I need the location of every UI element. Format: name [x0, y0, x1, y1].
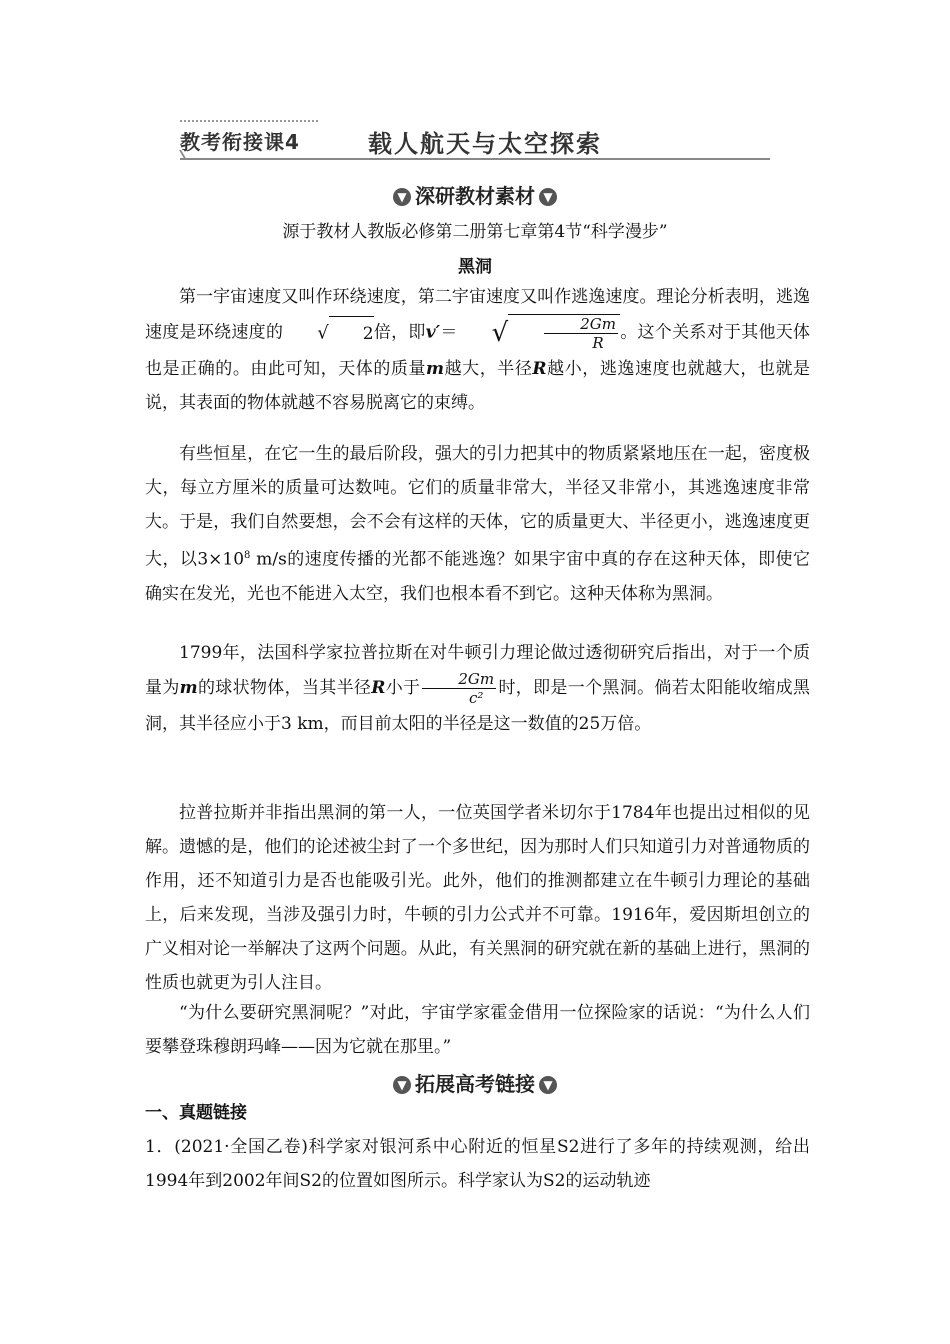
chevron-down-icon: ▼: [539, 188, 557, 206]
section-title-text: 深研教材素材: [415, 184, 535, 208]
source-line: 源于教材人教版必修第二册第七章第4节“科学漫步”: [282, 222, 668, 242]
section-title-textbook: [0, 180, 950, 209]
header-underline: [180, 158, 770, 160]
chevron-down-icon: ▼: [393, 188, 411, 206]
schwarzschild-radius-formula: $\frac{2Gm}{\text{c²}}$: [422, 670, 496, 707]
sqrt-2: √ 2: [283, 316, 373, 351]
section-title-text: 拓展高考链接: [415, 1072, 535, 1096]
article-subtitle: 黑洞: [458, 257, 492, 277]
header-tab-label: 教考衔接课4: [180, 130, 300, 154]
escape-velocity-formula: √ $\frac{2Gm}{R}$: [458, 314, 620, 352]
subsection-heading: 一、真题链接: [145, 1103, 247, 1123]
paragraph-4: 拉普拉斯并非指出黑洞的第一人，一位英国学者米切尔于1784年也提出过相似的见解。遗憾的是，他们的论述被尘封了一个多世纪，因为那时人们只知道引力对普通物质的作用，还不知道引力是否也能吸引光。此外，他们的推测都建立在牛顿引力理论的基础上，后来发现，当涉及强引力时，牛顿的引力公式并不可靠。1916年，爱因斯坦创立的广义相对论一举解决了这两个问题。从此，有关黑洞的研究就在新的基础上进行，黑洞的性质也就更为引人注目。: [145, 803, 810, 993]
paragraph-3: 1799年，法国科学家拉普拉斯在对牛顿引力理论做过透彻研究后指出，对于一个质量为m的球状物体，当其半径R小于 $\frac{2Gm}{\text{c²}}$ 时，即是一个黑洞。倘若太阳能收缩成黑洞，其半径应小于3 km，而目前太阳的半径是这一数值的25万倍。: [145, 643, 811, 734]
escape-velocity-symbol: v′: [425, 322, 441, 343]
chevron-down-icon: ▼: [539, 1076, 557, 1094]
header-dotted-line: [180, 120, 318, 122]
lesson-header: [180, 118, 770, 170]
section-title-exam: [0, 1068, 950, 1097]
paragraph-5: “为什么要研究黑洞呢？”对此，宇宙学家霍金借用一位探险家的话说：“为什么人们要攀登珠穆朗玛峰——因为它就在那里。”: [145, 1003, 810, 1057]
paragraph-1: 第一宇宙速度又叫作环绕速度，第二宇宙速度又叫作逃逸速度。理论分析表明，逃逸速度是环绕速度的 √ 2倍，即v′＝ √ $\frac{2Gm}{R}$ 。这个关系对于其他天体也是正确的。由此可知，天体的质量m越大，半径R越小，逃逸速度也就越大，也就是说，其表面的物体就越不容易脱离它的束缚。: [145, 287, 811, 413]
chevron-down-icon: ▼: [393, 1076, 411, 1094]
paragraph-2: 有些恒星，在它一生的最后阶段，强大的引力把其中的物质紧紧地压在一起，密度极大，每立方厘米的质量可达数吨。它们的质量非常大，半径又非常小，其逃逸速度非常大。于是，我们自然要想，会不会有这样的天体，它的质量更大、半径更小，逃逸速度更大，以$3\times 10^8$ m/s的速度传播的光都不能逃逸？如果宇宙中真的存在这种天体，即使它确实在发光，光也不能进入太空，我们也根本看不到它。这种天体称为黑洞。: [145, 444, 810, 604]
page-title: 载人航天与太空探索: [368, 130, 602, 158]
question-1: 1．(2021·全国乙卷)科学家对银河系中心附近的恒星S2进行了多年的持续观测，给出1994年到2002年间S2的位置如图所示。科学家认为S2的运动轨迹: [145, 1137, 810, 1191]
